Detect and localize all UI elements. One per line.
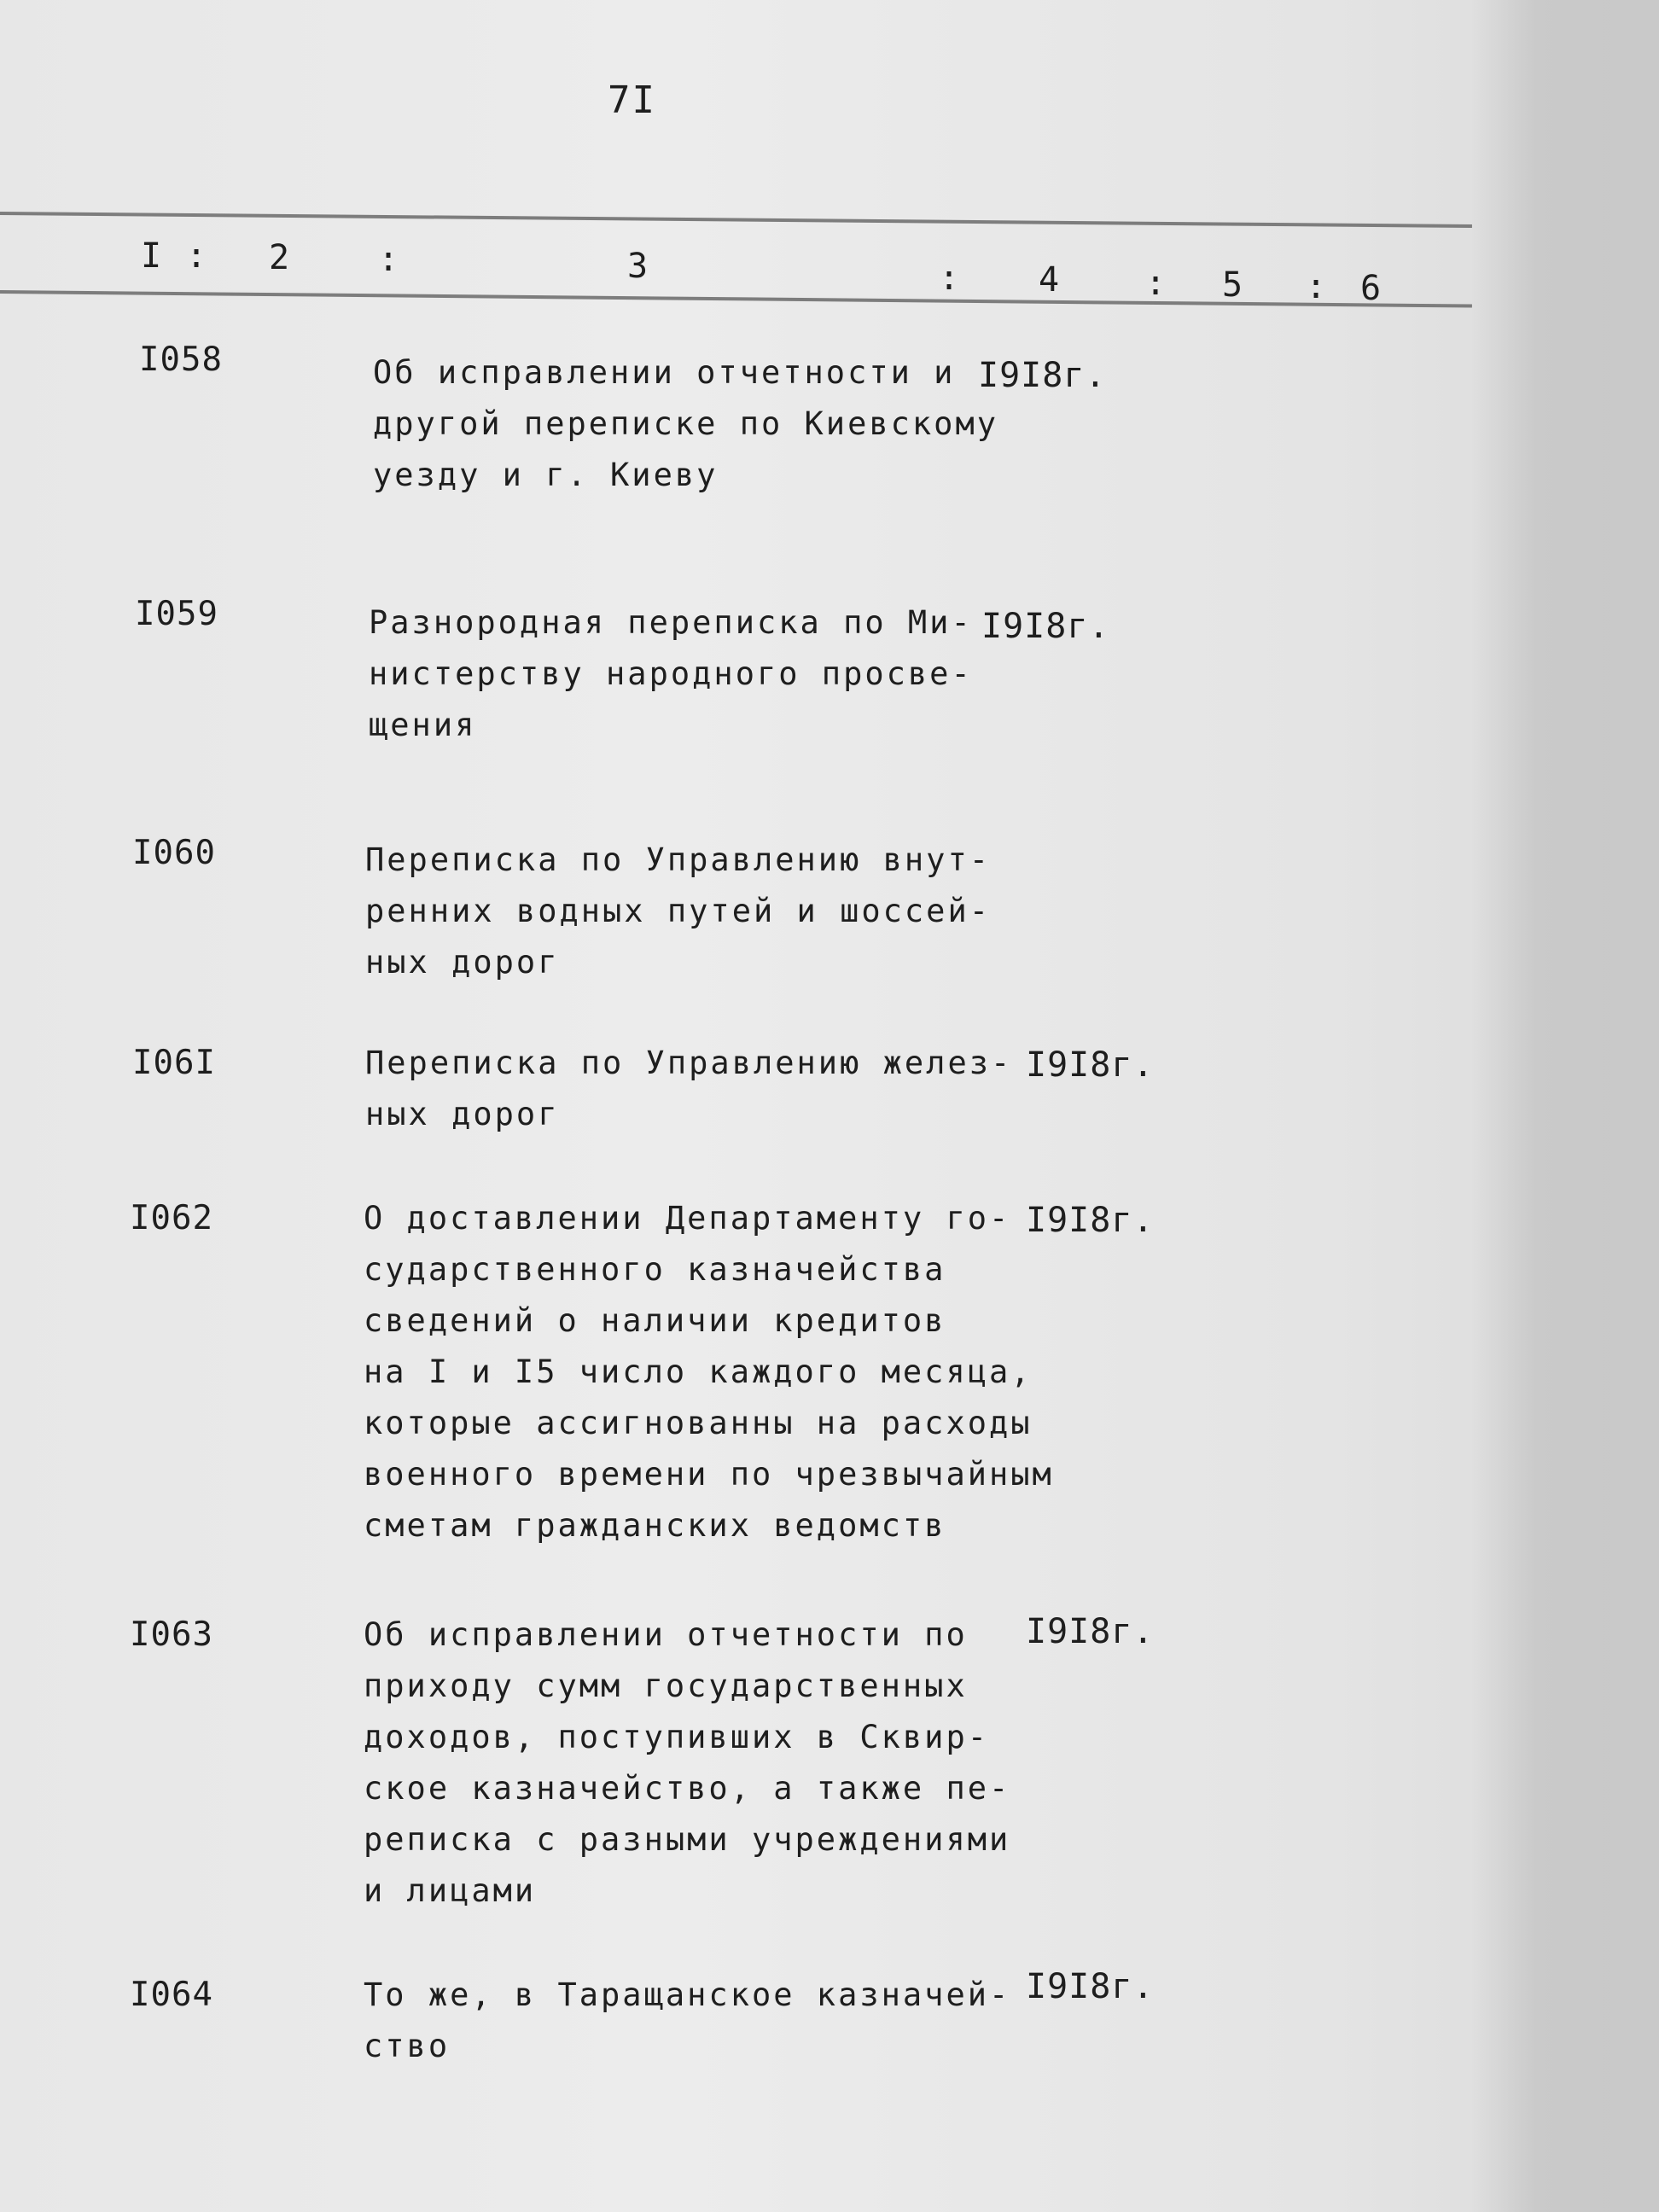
entry-year: I9I8г. [1026, 1967, 1155, 2006]
entry-year: I9I8г. [978, 356, 1107, 395]
entry-line: сударственного казначейства [364, 1251, 946, 1288]
entry-number: I062 [130, 1199, 213, 1237]
entry-line: ренних водных путей и шоссей- [365, 893, 992, 929]
entry-description [364, 1970, 1010, 2072]
entry-line: ское казначейство, а также пе- [364, 1770, 1011, 1807]
column-header-4: 4 [1039, 260, 1060, 300]
entry-line: ство [364, 2028, 451, 2064]
entry-description [365, 835, 991, 988]
column-header-1: I [141, 236, 162, 276]
entry-line: уезду и г. Киеву [373, 457, 719, 493]
entry-line: То же, в Таращанское казначей- [364, 1976, 1011, 2013]
entry-line: и лицами [364, 1872, 537, 1909]
entry-description [369, 597, 973, 751]
entry-line: Разнородная переписка по Ми- [369, 604, 973, 641]
column-header-6: 6 [1360, 269, 1382, 308]
entry-description [373, 347, 998, 501]
entry-line: реписка с разными учреждениями [364, 1821, 1011, 1858]
entry-line: приходу сумм государственных [364, 1668, 968, 1704]
entry-line: сведений о наличии кредитов [364, 1302, 946, 1339]
entry-description [365, 1038, 1012, 1140]
column-separator: : [1145, 264, 1167, 303]
column-header-5: 5 [1222, 265, 1243, 305]
entry-line: О доставлении Департаменту го- [364, 1200, 1011, 1237]
entry-year: I9I8г. [981, 607, 1110, 646]
entry-line: ных дорог [365, 1096, 560, 1132]
column-separator: : [186, 236, 207, 276]
entry-line: Переписка по Управлению внут- [365, 841, 992, 878]
header-bottom-rule [0, 290, 1472, 308]
entry-line: на I и I5 число каждого месяца, [364, 1353, 1033, 1390]
entry-line: щения [369, 707, 477, 743]
entry-line: Об исправлении отчетности по [364, 1616, 968, 1653]
column-separator: : [939, 259, 960, 298]
page-number: 7I [608, 79, 656, 122]
entry-line: Переписка по Управлению желез- [365, 1045, 1013, 1081]
column-header-3: 3 [627, 247, 649, 286]
entry-line: доходов, поступивших в Сквир- [364, 1719, 990, 1755]
entry-number: I06I [132, 1044, 216, 1082]
entry-description [364, 1193, 1054, 1551]
entry-number: I060 [132, 834, 216, 872]
entry-description [364, 1610, 1010, 1917]
header-top-rule [0, 212, 1472, 228]
entry-number: I059 [135, 595, 218, 633]
entry-line: сметам гражданских ведомств [364, 1507, 946, 1544]
column-header-2: 2 [269, 238, 290, 277]
column-separator: : [1306, 267, 1327, 306]
entry-line: нистерству народного просве- [369, 655, 973, 692]
entry-line: Об исправлении отчетности и [373, 354, 956, 391]
entry-year: I9I8г. [1026, 1045, 1155, 1085]
entry-number: I058 [139, 341, 223, 379]
entry-line: военного времени по чрезвычайным [364, 1456, 1054, 1493]
entry-year: I9I8г. [1026, 1201, 1155, 1240]
column-separator: : [378, 240, 399, 279]
entry-line: ных дорог [365, 944, 560, 981]
page-edge-shadow [1471, 0, 1659, 2212]
entry-year: I9I8г. [1026, 1612, 1155, 1651]
entry-number: I064 [130, 1976, 213, 2014]
entry-line: которые ассигнованны на расходы [364, 1405, 1033, 1441]
entry-line: другой переписке по Киевскому [373, 405, 999, 442]
entry-number: I063 [130, 1615, 213, 1654]
